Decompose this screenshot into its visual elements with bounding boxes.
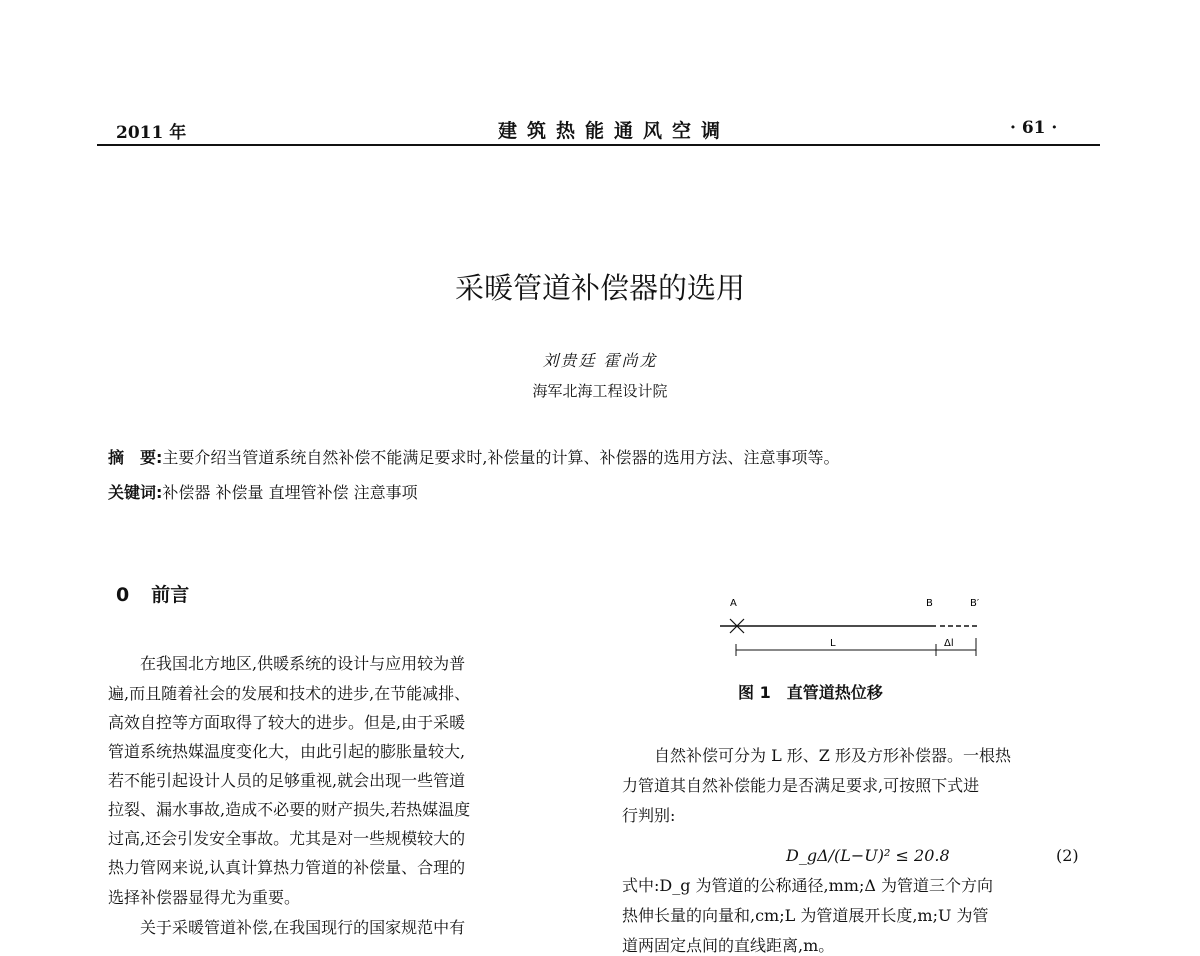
keywords-label: 关键词: [108, 483, 163, 502]
fig-label-l: L [830, 638, 836, 649]
section-title: 前言 [151, 584, 190, 606]
fig-label-b: B [926, 598, 933, 609]
page-number: · 61 · [1010, 118, 1058, 138]
fig-label-delta: Δl [944, 638, 954, 649]
right-line: 自然补偿可分为 L 形、Z 形及方形补偿器。一根热 [622, 746, 1012, 765]
right-line: 热伸长量的向量和,cm;L 为管道展开长度,m;U 为管 [622, 906, 989, 925]
left-line: 热力管网来说,认真计算热力管道的补偿量、合理的 [108, 858, 466, 877]
abstract [108, 445, 840, 468]
fig-label-b-prime: B′ [970, 598, 980, 609]
figure-caption: 图 1 直管道热位移 [738, 683, 883, 702]
section-heading [116, 580, 189, 607]
left-line: 拉裂、漏水事故,造成不必要的财产损失,若热媒温度 [108, 800, 471, 819]
formula: D_gΔ/(L−U)² ≤ 20.8 [786, 846, 950, 865]
left-line: 在我国北方地区,供暖系统的设计与应用较为普 [108, 654, 466, 673]
section-number: 0 [116, 584, 130, 606]
fig-label-a: A [730, 598, 737, 609]
figure-pipe-displacement [718, 592, 980, 672]
authors: 刘贵廷 霍尚龙 [542, 351, 658, 370]
left-line: 过高,还会引发安全事故。尤其是对一些规模较大的 [108, 829, 466, 848]
left-line: 选择补偿器显得尤为重要。 [108, 888, 301, 907]
abstract-label: 摘 要: [108, 448, 163, 467]
keywords-text: 补偿器 补偿量 直埋管补偿 注意事项 [162, 483, 418, 502]
left-line: 管道系统热媒温度变化大，由此引起的膨胀量较大, [108, 742, 466, 761]
abstract-text: 主要介绍当管道系统自然补偿不能满足要求时,补偿量的计算、补偿器的选用方法、注意事项等。 [162, 448, 840, 467]
keywords [108, 480, 418, 503]
article-title: 采暖管道补偿器的选用 [454, 271, 745, 305]
left-line: 高效自控等方面取得了较大的进步。但是,由于采暖 [108, 713, 466, 732]
right-line: 道两固定点间的直线距离,m。 [622, 936, 835, 955]
left-line: 若不能引起设计人员的足够重视,就会出现一些管道 [108, 771, 466, 790]
right-line: 式中:D_g 为管道的公称通径,mm;Δ 为管道三个方向 [622, 876, 994, 895]
equation-number: (2) [1056, 846, 1079, 865]
journal-name: 建筑热能通风空调 [497, 120, 730, 142]
affiliation: 海军北海工程设计院 [532, 382, 668, 400]
header-rule [97, 144, 1100, 146]
right-line: 行判别: [622, 806, 676, 825]
header-year: 2011 年 [116, 123, 187, 143]
left-line: 关于采暖管道补偿,在我国现行的国家规范中有 [108, 918, 466, 937]
right-line: 力管道其自然补偿能力是否满足要求,可按照下式进 [622, 776, 980, 795]
left-line: 遍,而且随着社会的发展和技术的进步,在节能减排、 [108, 684, 471, 703]
